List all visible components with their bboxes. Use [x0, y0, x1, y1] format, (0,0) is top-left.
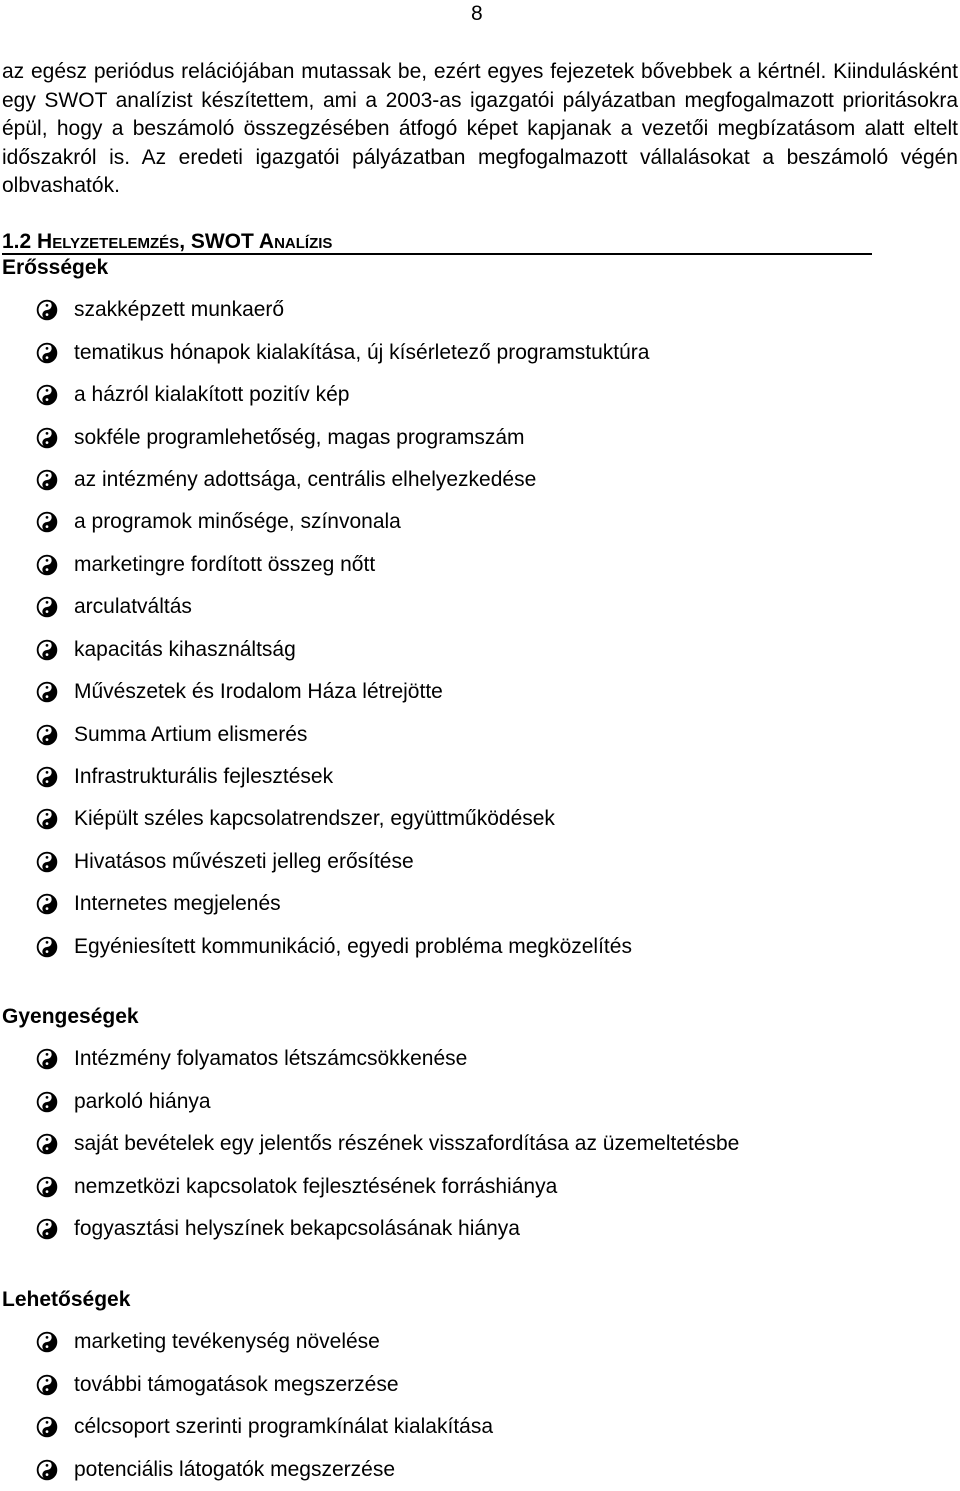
list-item-text: fogyasztási helyszínek bekapcsolásának hiánya	[74, 1216, 520, 1240]
section-title-part: A	[258, 230, 275, 253]
list-item	[36, 1080, 739, 1122]
list-item	[36, 1363, 493, 1405]
section-title-part: H	[37, 230, 53, 253]
list-item	[36, 671, 649, 713]
list-item	[36, 1448, 493, 1490]
list-item-text: Infrastrukturális fejlesztések	[74, 765, 334, 789]
yin-yang-icon	[36, 299, 58, 321]
section-title-part: SWOT	[190, 230, 254, 253]
list-item-text: Summa Artium elismerés	[74, 722, 308, 746]
list-item	[36, 1038, 739, 1080]
strengths-list	[36, 289, 649, 968]
intro-paragraph: az egész periódus relációjában mutassak be, ezért egyes fejezetek bővebbek a kértnél. Kiindulásként egy SWOT analízist készítettem, ami a 2003-as igazgatói pályázatban megfogalmazott prioritásokra épül, hogy a beszámoló összegzésében átfogó képet kapjanak a vezetői megbízatásom alatt eltelt időszakról is. Az eredeti igazgatói pályázatban megfogalmazott vállalásokat a beszámoló végén olbvashatók.	[2, 60, 958, 197]
list-item	[36, 883, 649, 925]
list-item	[36, 289, 649, 331]
list-item	[36, 926, 649, 968]
list-item	[36, 331, 649, 373]
weaknesses-heading: Gyengeségek	[2, 1005, 139, 1028]
yin-yang-icon	[36, 851, 58, 873]
list-item-text: az intézmény adottsága, centrális elhelyezkedése	[74, 467, 537, 491]
yin-yang-icon	[36, 554, 58, 576]
list-item-text: saját bevételek egy jelentős részének visszafordítása az üzemeltetésbe	[74, 1132, 740, 1156]
list-item	[36, 1321, 493, 1363]
opportunities-list	[36, 1321, 493, 1491]
yin-yang-icon	[36, 511, 58, 533]
list-item-text: tematikus hónapok kialakítása, új kísérletező programstuktúra	[74, 340, 650, 364]
list-item-text: nemzetközi kapcsolatok fejlesztésének forráshiánya	[74, 1174, 558, 1198]
list-item	[36, 1165, 739, 1207]
yin-yang-icon	[36, 1218, 58, 1240]
list-item-text: Egyéniesített kommunikáció, egyedi probléma megközelítés	[74, 934, 632, 958]
yin-yang-icon	[36, 427, 58, 449]
list-item	[36, 586, 649, 628]
list-item-text: marketingre fordított összeg nőtt	[74, 552, 376, 576]
list-item-text: szakképzett munkaerő	[74, 298, 285, 322]
list-item	[36, 374, 649, 416]
yin-yang-icon	[36, 596, 58, 618]
yin-yang-icon	[36, 724, 58, 746]
list-item-text: a házról kialakított pozitív kép	[74, 383, 350, 407]
yin-yang-icon	[36, 1416, 58, 1438]
list-item	[36, 756, 649, 798]
section-title-part: ELYZETELEMZÉS	[52, 235, 180, 252]
list-item	[36, 501, 649, 543]
list-item	[36, 416, 649, 458]
list-item-text: Művészetek és Irodalom Háza létrejötte	[74, 680, 443, 704]
section-number: 1.2	[2, 230, 32, 253]
page-number: 8	[471, 2, 483, 25]
list-item	[36, 1208, 739, 1250]
yin-yang-icon	[36, 1133, 58, 1155]
list-item-text: arculatváltás	[74, 595, 192, 619]
yin-yang-icon	[36, 639, 58, 661]
yin-yang-icon	[36, 808, 58, 830]
yin-yang-icon	[36, 1331, 58, 1353]
yin-yang-icon	[36, 681, 58, 703]
list-item-text: Internetes megjelenés	[74, 892, 281, 916]
yin-yang-icon	[36, 893, 58, 915]
list-item-text: Intézmény folyamatos létszámcsökkenése	[74, 1047, 468, 1071]
list-item-text: további támogatások megszerzése	[74, 1372, 399, 1396]
list-item-text: Hivatásos művészeti jelleg erősítése	[74, 849, 414, 873]
list-item-text: parkoló hiánya	[74, 1089, 211, 1113]
section-title-part: ,	[179, 230, 191, 253]
list-item-text: célcsoport szerinti programkínálat kialakítása	[74, 1415, 494, 1439]
list-item-text: Kiépült széles kapcsolatrendszer, együttműködések	[74, 807, 555, 831]
section-heading	[2, 229, 872, 255]
yin-yang-icon	[36, 384, 58, 406]
list-item	[36, 459, 649, 501]
list-item-text: kapacitás kihasználtság	[74, 637, 296, 661]
list-item-text: marketing tevékenység növelése	[74, 1330, 380, 1354]
strengths-heading: Erősségek	[2, 256, 109, 279]
list-item	[36, 841, 649, 883]
yin-yang-icon	[36, 1459, 58, 1481]
list-item	[36, 1123, 739, 1165]
list-item	[36, 713, 649, 755]
section-title-part: NALÍZIS	[274, 235, 333, 252]
yin-yang-icon	[36, 469, 58, 491]
yin-yang-icon	[36, 1374, 58, 1396]
list-item	[36, 798, 649, 840]
list-item	[36, 1406, 493, 1448]
weaknesses-list	[36, 1038, 739, 1250]
yin-yang-icon	[36, 1176, 58, 1198]
yin-yang-icon	[36, 936, 58, 958]
yin-yang-icon	[36, 766, 58, 788]
yin-yang-icon	[36, 342, 58, 364]
opportunities-heading: Lehetőségek	[2, 1288, 131, 1311]
list-item-text: potenciális látogatók megszerzése	[74, 1457, 396, 1481]
list-item-text: sokféle programlehetőség, magas programszám	[74, 425, 525, 449]
yin-yang-icon	[36, 1091, 58, 1113]
list-item-text: a programok minősége, színvonala	[74, 510, 401, 534]
list-item	[36, 629, 649, 671]
yin-yang-icon	[36, 1048, 58, 1070]
list-item	[36, 544, 649, 586]
